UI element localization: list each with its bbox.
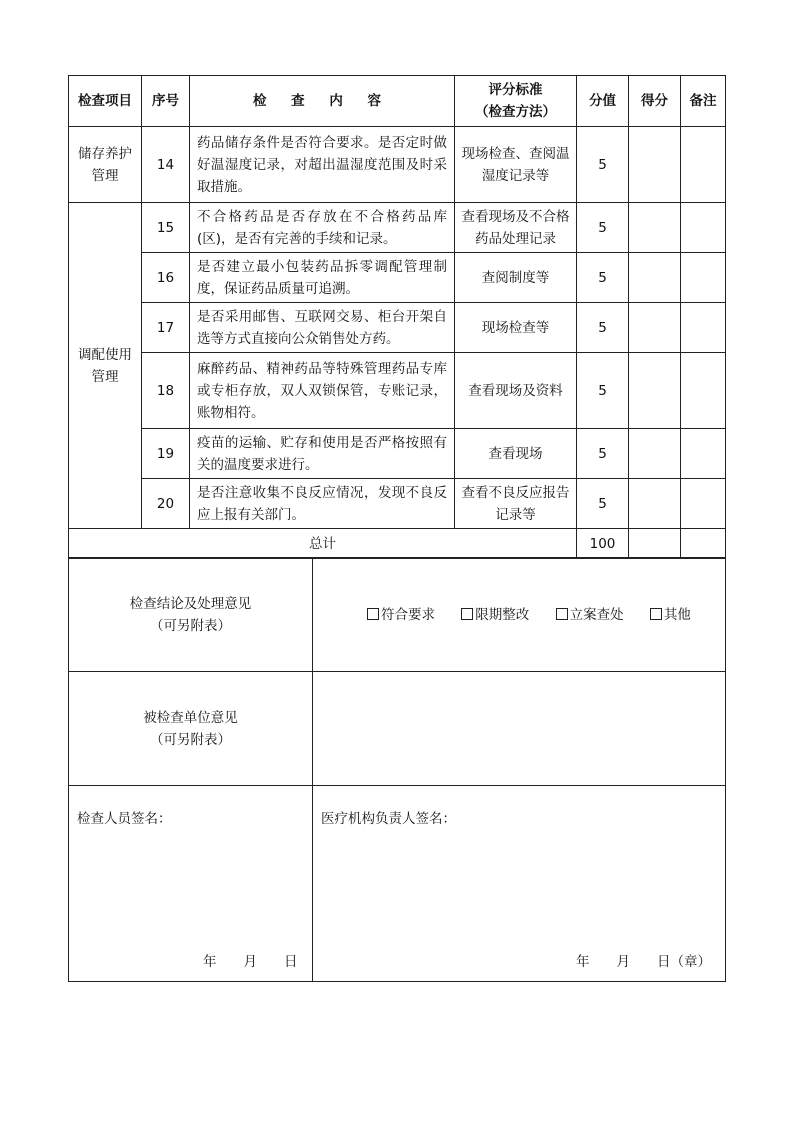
row-content: 是否注意收集不良反应情况，发现不良反应上报有关部门。 (190, 479, 455, 529)
table-row (69, 203, 726, 253)
group-cell-dispensing (69, 203, 142, 529)
conclusion-row (69, 558, 726, 672)
inspected-opinion-row (69, 672, 726, 786)
row-remark-cell[interactable] (681, 253, 726, 303)
table-header-row (69, 76, 726, 127)
table-row (69, 429, 726, 479)
row-content: 是否采用邮售、互联网交易、柜台开架自选等方式直接向公众销售处方药。 (190, 303, 455, 353)
conclusion-options (313, 558, 726, 672)
group-label-line2: 管理 (91, 167, 119, 184)
row-got-cell[interactable] (629, 353, 681, 429)
row-method: 查看现场及资料 (455, 353, 577, 429)
option-rectify[interactable] (461, 607, 529, 623)
group-label-line1: 调配使用 (78, 346, 132, 363)
conclusion-note: （可另附表） (150, 617, 231, 634)
header-content: 检 查 内 容 (190, 76, 455, 127)
row-score: 5 (577, 479, 629, 529)
row-method: 查阅制度等 (455, 253, 577, 303)
table-row (69, 353, 726, 429)
row-score: 5 (577, 203, 629, 253)
row-got-cell[interactable] (629, 429, 681, 479)
inspected-note: （可另附表） (150, 731, 231, 748)
header-standard-line1: 评分标准 (488, 82, 543, 98)
checkbox-icon[interactable] (650, 608, 662, 620)
group-cell-storage (69, 127, 142, 203)
head-signature-cell[interactable] (313, 786, 726, 982)
option-label: 其他 (663, 606, 691, 623)
inspected-label: 被检查单位意见 (143, 709, 238, 726)
option-label: 符合要求 (381, 606, 435, 623)
inspector-date: 年 月 日 (203, 954, 298, 970)
row-content: 麻醉药品、精神药品等特殊管理药品专库或专柜存放，双人双锁保管，专账记录，账物相符。 (190, 353, 455, 429)
total-row (69, 529, 726, 559)
row-seq: 20 (142, 479, 190, 529)
group-label-line2: 管理 (91, 368, 119, 385)
header-seq: 序号 (142, 76, 190, 127)
table-row (69, 303, 726, 353)
row-method: 查看现场 (455, 429, 577, 479)
row-score: 5 (577, 127, 629, 203)
row-remark-cell[interactable] (681, 479, 726, 529)
checkbox-icon[interactable] (367, 608, 379, 620)
inspector-signature-cell[interactable] (69, 786, 313, 982)
option-compliant[interactable] (367, 607, 435, 623)
row-remark-cell[interactable] (681, 353, 726, 429)
row-remark-cell[interactable] (681, 203, 726, 253)
row-score: 5 (577, 253, 629, 303)
row-score: 5 (577, 429, 629, 479)
inspected-opinion-field[interactable] (313, 672, 726, 786)
conclusion-label: 检查结论及处理意见 (129, 595, 252, 612)
row-seq: 15 (142, 203, 190, 253)
inspected-label-cell (69, 672, 313, 786)
row-method: 现场检查、查阅温湿度记录等 (455, 127, 577, 203)
row-content: 药品储存条件是否符合要求。是否定时做好温湿度记录，对超出温湿度范围及时采取措施。 (190, 127, 455, 203)
row-got-cell[interactable] (629, 127, 681, 203)
group-label-line1: 储存养护 (78, 145, 132, 162)
checkbox-icon[interactable] (461, 608, 473, 620)
row-seq: 19 (142, 429, 190, 479)
row-remark-cell[interactable] (681, 127, 726, 203)
checkbox-icon[interactable] (556, 608, 568, 620)
header-category: 检查项目 (69, 76, 142, 127)
row-score: 5 (577, 303, 629, 353)
header-got: 得分 (629, 76, 681, 127)
row-seq: 14 (142, 127, 190, 203)
row-content: 不合格药品是否存放在不合格药品库(区)，是否有完善的手续和记录。 (190, 203, 455, 253)
table-row (69, 253, 726, 303)
header-remark: 备注 (681, 76, 726, 127)
row-score: 5 (577, 353, 629, 429)
row-seq: 17 (142, 303, 190, 353)
total-remark-cell[interactable] (681, 529, 726, 559)
table-row (69, 127, 726, 203)
row-seq: 16 (142, 253, 190, 303)
total-got-cell[interactable] (629, 529, 681, 559)
option-label: 立案查处 (569, 606, 624, 623)
header-score: 分值 (577, 76, 629, 127)
total-value: 100 (577, 529, 629, 559)
row-remark-cell[interactable] (681, 303, 726, 353)
head-date: 年 月 日（章） (576, 954, 711, 970)
row-method: 现场检查等 (455, 303, 577, 353)
inspection-table (68, 75, 726, 559)
option-label: 限期整改 (475, 606, 530, 623)
header-standard-line2: （检查方法） (475, 104, 556, 120)
conclusion-label-cell (69, 558, 313, 672)
inspector-signature-label: 检查人员签名： (77, 811, 172, 827)
opinion-table (68, 557, 726, 982)
row-seq: 18 (142, 353, 190, 429)
option-investigate[interactable] (556, 607, 624, 623)
row-got-cell[interactable] (629, 303, 681, 353)
row-content: 是否建立最小包装药品拆零调配管理制度，保证药品质量可追溯。 (190, 253, 455, 303)
row-remark-cell[interactable] (681, 429, 726, 479)
total-label: 总计 (69, 529, 577, 559)
row-got-cell[interactable] (629, 203, 681, 253)
header-standard (455, 76, 577, 127)
table-row (69, 479, 726, 529)
row-method: 查看现场及不合格药品处理记录 (455, 203, 577, 253)
signature-row (69, 786, 726, 982)
head-signature-label: 医疗机构负责人签名： (321, 811, 456, 827)
row-got-cell[interactable] (629, 253, 681, 303)
option-other[interactable] (650, 607, 691, 623)
row-got-cell[interactable] (629, 479, 681, 529)
row-method: 查看不良反应报告记录等 (455, 479, 577, 529)
row-content: 疫苗的运输、贮存和使用是否严格按照有关的温度要求进行。 (190, 429, 455, 479)
